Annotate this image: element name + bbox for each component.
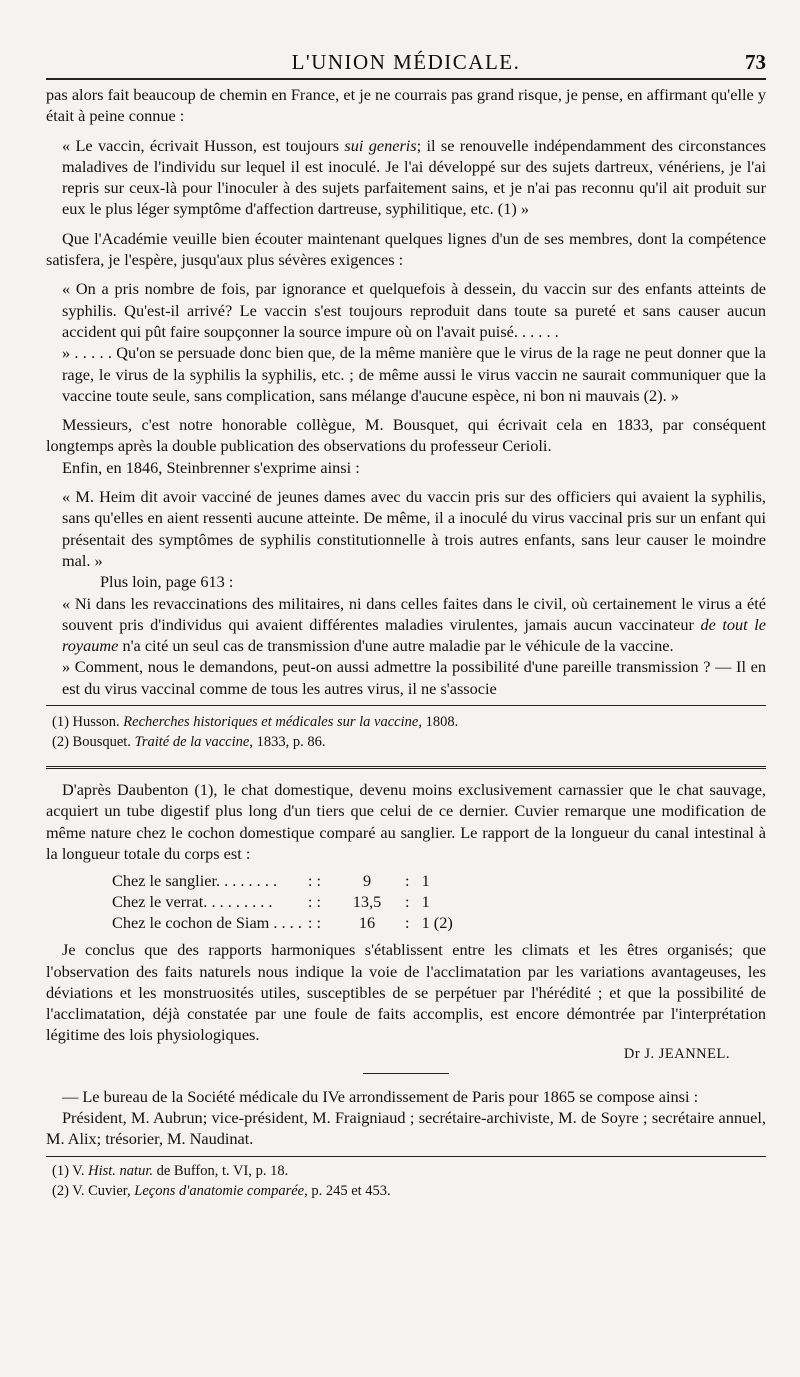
quote-husson xyxy=(46,135,766,220)
table-cell-value: 1 xyxy=(421,871,430,891)
footnote-2 xyxy=(46,732,766,752)
paragraph-bureau: — Le bureau de la Société médicale du IVe arrondissement de Paris pour 1865 se compose ainsi : xyxy=(62,1086,699,1106)
footnote-1 xyxy=(46,712,766,732)
quote-husson-italic: sui generis xyxy=(344,135,417,155)
footnote-4-suffix: , p. 245 et 453. xyxy=(304,1182,391,1199)
quote-husson-part-c: ; il se renouvelle indépendamment des circonstances maladives de l'individu sur lequel il est inoculé. Je l'ai développé sur des sujets dartreux, vénériens, je l'ai repris sur ceux-là pour l'inoculer à des sujets parfaitement sains, et je n'ai pas reconnu qu'il ait produit sur eux le plus léger symptôme d'affection dartreuse, syphilitique, etc. (1) » xyxy=(62,135,766,219)
paragraph-steinbrenner: Enfin, en 1846, Steinbrenner s'exprime ainsi : xyxy=(62,457,360,477)
quote-bousquet-2: » . . . . . Qu'on se persuade donc bien que, de la même manière que le virus de la rage ne peut donner que la rage, le virus de la syphilis la syphilis, etc. ; de même aussi le virus vaccin ne saurait communiquer que la vaccine toute seule, sans complication, sans mélange d'aucune espèce, ni bon ni mauvais (2). » xyxy=(62,343,766,405)
paragraph-daubenton: D'après Daubenton (1), le chat domestique, devenu moins exclusivement carnassier que le chat sauvage, acquiert un tube digestif plus long d'un tiers que celui de ce dernier. Cuvier remarque une modification de même nature chez le cochon domestique comparé au sanglier. Le rapport de la longueur du canal intestinal à la longueur totale du corps est : xyxy=(46,780,766,863)
table-row xyxy=(112,912,459,933)
table-cell-label: Chez le sanglier. . . . . . . . xyxy=(112,871,278,891)
footnote-4 xyxy=(46,1181,766,1201)
paragraph-conclusion: Je conclus que des rapports harmoniques s'établissent entre les climats et les êtres organisés; que l'observation des faits naturels nous indique la voie de l'acclimatation par les variations avantageuses, les déviations et les monstruosités utiles, susceptibles de se perpétuer par l'hérédité ; et que la possibilité de l'acclimatation, déjà constatée par une foule de faits accomplis, est encore démontrée par l'interprétation légitime des lois physiologiques. xyxy=(46,940,766,1045)
footnote-3-title: Hist. natur. xyxy=(88,1162,153,1179)
quote-heim: « M. Heim dit avoir vacciné de jeunes dames avec du vaccin pris sur des officiers qui avaient la syphilis, sans qu'elles en aient ressenti aucune atteinte. De même, il a inoculé du virus vaccinal pris sur un enfant qui présentait des symptômes de syphilis constitutionnelle à trois autres enfants, sans leur causer le moindre mal. » xyxy=(62,487,766,570)
quote-revaccinations-italic: de tout le royaume xyxy=(62,614,766,656)
paragraph-members: Président, M. Aubrun; vice-président, M. Fraigniaud ; secrétaire-archiviste, M. de Soyre ; secrétaire annuel, M. Alix; trésorier, M. Naudinat. xyxy=(46,1107,766,1149)
footnote-1-title: Recherches historiques et médicales sur la vaccine xyxy=(123,714,419,731)
footnote-3-suffix: de Buffon, t. VI, p. 18. xyxy=(153,1162,289,1179)
footnote-3-prefix: (1) V. xyxy=(52,1162,89,1179)
quote-revaccinations xyxy=(46,593,766,657)
paragraph-plus-loin: Plus loin, page 613 : xyxy=(100,572,234,592)
table-cell-value: 16 xyxy=(358,913,376,933)
quote-husson-part-a: « Le vaccin, écrivait Husson, est toujours xyxy=(62,135,345,155)
table-cell-sep: : : xyxy=(307,913,322,933)
table-cell-sep: : : xyxy=(307,892,322,912)
table-cell-value: 1 xyxy=(421,892,430,912)
quote-bousquet-1: « On a pris nombre de fois, par ignorance et quelquefois à dessein, du vaccin sur des enfants atteints de syphilis. Qu'est-il arrivé? Le vaccin s'est toujours reproduit dans toute sa pureté et sans causer aucun accident qui pût faire soupçonner la source impure où on l'avait puisé. . . . . . xyxy=(62,279,766,341)
footnote-1-prefix: (1) Husson. xyxy=(52,714,124,731)
footnote-4-prefix: (2) V. Cuvier, xyxy=(52,1182,135,1199)
table-cell-sep: : : xyxy=(307,871,322,891)
footnote-2-suffix: , 1833, p. 86. xyxy=(249,734,326,751)
footnote-2-prefix: (2) Bousquet. xyxy=(52,734,135,751)
table-row xyxy=(112,891,459,912)
table-cell-label: Chez le cochon de Siam . . . . xyxy=(112,913,302,933)
ratio-table xyxy=(112,870,459,933)
table-cell-colon: : xyxy=(405,871,410,891)
quote-comment: » Comment, nous le demandons, peut-on aussi admettre la possibilité d'une pareille transmission ? — Il en est du virus vaccinal comme de tous les autres virus, il ne s'associe xyxy=(62,657,766,698)
table-cell-colon: : xyxy=(405,913,410,933)
signature: Dr J. JEANNEL. xyxy=(623,1045,730,1062)
footnote-3 xyxy=(46,1161,766,1181)
paragraph-academie: Que l'Académie veuille bien écouter maintenant quelques lignes d'un de ses membres, dont la compétence satisfera, je l'espère, jusqu'aux plus sévères exigences : xyxy=(46,228,766,270)
quote-revaccinations-part-a: « Ni dans les revaccinations des militaires, ni dans celles faites dans le civil, où certainement le virus a été souvent pris d'individus qui avaient différentes maladies virulentes, jamais aucun vaccinateur xyxy=(62,593,766,634)
page-number: 73 xyxy=(745,50,766,74)
paragraph-continuation: pas alors fait beaucoup de chemin en France, et je ne courrais pas grand risque, je pense, en affirmant qu'elle y était à peine connue : xyxy=(46,85,766,126)
footnote-1-suffix: , 1808. xyxy=(418,714,459,731)
table-cell-label: Chez le verrat. . . . . . . . . xyxy=(112,892,273,912)
paragraph-messieurs: Messieurs, c'est notre honorable collègue, M. Bousquet, qui écrivait cela en 1833, par conséquent longtemps après la double publication des observations du professeur Cerioli. xyxy=(46,415,766,456)
running-header xyxy=(46,44,766,78)
quote-revaccinations-part-c: n'a cité un seul cas de transmission d'une autre maladie par le véhicule de la vaccine. xyxy=(118,636,674,656)
table-cell-value: 13,5 xyxy=(352,892,382,912)
short-separator xyxy=(363,1073,449,1074)
table-row xyxy=(112,870,459,891)
journal-title: L'UNION MÉDICALE. xyxy=(291,50,521,74)
footnote-4-title: Leçons d'anatomie comparée xyxy=(134,1182,305,1199)
footnote-2-title: Traité de la vaccine xyxy=(134,734,250,751)
table-cell-value: 9 xyxy=(362,871,372,891)
table-cell-colon: : xyxy=(405,892,410,912)
table-cell-value: 1 (2) xyxy=(421,913,453,933)
